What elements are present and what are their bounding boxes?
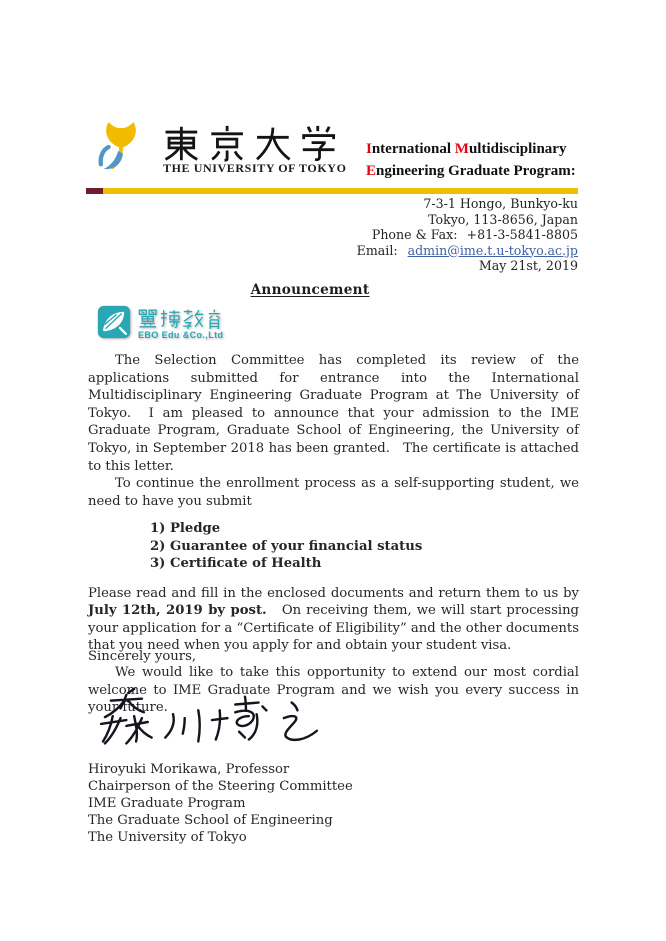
- list-item: 1) Pledge: [150, 521, 221, 537]
- signer-university: The University of Tokyo: [88, 830, 247, 845]
- handwritten-signature: [94, 687, 324, 757]
- ebo-company-name: EBO Edu &Co.,Ltd: [138, 330, 224, 340]
- phone-label: Phone & Fax:: [371, 227, 458, 242]
- signature-name-jp: [0, 0, 1, 1]
- email-label: Email:: [356, 242, 398, 258]
- letter-date: May 21st, 2019: [478, 258, 578, 273]
- ebo-watermark: [97, 305, 224, 340]
- ebo-watermark-text: [138, 305, 224, 340]
- ebo-logo-icon: [97, 305, 131, 339]
- university-name-en: THE UNIVERSITY OF TOKYO: [163, 161, 347, 175]
- signer-block: [88, 761, 353, 846]
- email-line: [357, 243, 578, 259]
- header-rule-maroon-segment: [86, 188, 103, 194]
- signer-program: IME Graduate Program: [88, 796, 246, 811]
- email-link[interactable]: admin@ime.t.u-tokyo.ac.jp: [407, 242, 578, 258]
- university-name-jp: [0, 0, 1, 1]
- list-item: 3) Certificate of Health: [150, 556, 322, 572]
- body-paragraph: We would like to take this opportunity to extend our most cordial welcome to IME Graduate Program and we wish you every success in your future.: [88, 664, 584, 716]
- program-title: [366, 138, 576, 182]
- header-rule-gold: [103, 188, 578, 194]
- signer-school: The Graduate School of Engineering: [88, 813, 333, 828]
- ebo-kanji-glyphs: [138, 308, 224, 329]
- phone-line: [357, 227, 578, 243]
- body-paragraph: Please read and fill in the enclosed documents and return them to us by July 12th, 2019 by post. On receiving them, we will start processing your application for a “Certificate of Eligibility” and the other documents that you need when you apply for and obtain your student visa.: [88, 585, 584, 654]
- phone-value: +81-3-5841-8805: [466, 227, 578, 242]
- list-item: 2) Guarantee of your financial status: [150, 538, 423, 554]
- required-documents-list: [150, 520, 579, 572]
- letter-heading: Announcement: [250, 282, 370, 298]
- closing-salutation: Sincerely yours,: [88, 649, 197, 664]
- address-line: 7-3-1 Hongo, Bunkyo-ku: [423, 196, 578, 211]
- address-block: [357, 196, 578, 274]
- program-title-line2: Engineering Graduate Program:: [366, 163, 576, 179]
- signer-name: Hiroyuki Morikawa, Professor: [88, 762, 290, 777]
- address-line: Tokyo, 113-8656, Japan: [428, 211, 578, 227]
- signer-title: Chairperson of the Steering Committee: [88, 779, 353, 794]
- body-paragraph: To continue the enrollment process as a self-supporting student, we need to have you submit: [88, 476, 584, 509]
- university-name-jp-glyphs: [162, 124, 338, 163]
- utokyo-ginkgo-logo-icon: [98, 119, 144, 175]
- program-title-line1: International Multidisciplinary: [366, 141, 567, 157]
- body-paragraph: The Selection Committee has completed its review of the applications submitted for entrance into the International Multidisciplinary Engineering Graduate Program at The University of Tokyo. I am pleased to announce that your admission to the IME Graduate Program, Graduate School of Engineering, the University of Tokyo, in September 2018 has been granted. The certificate is attached to this letter.: [88, 353, 584, 474]
